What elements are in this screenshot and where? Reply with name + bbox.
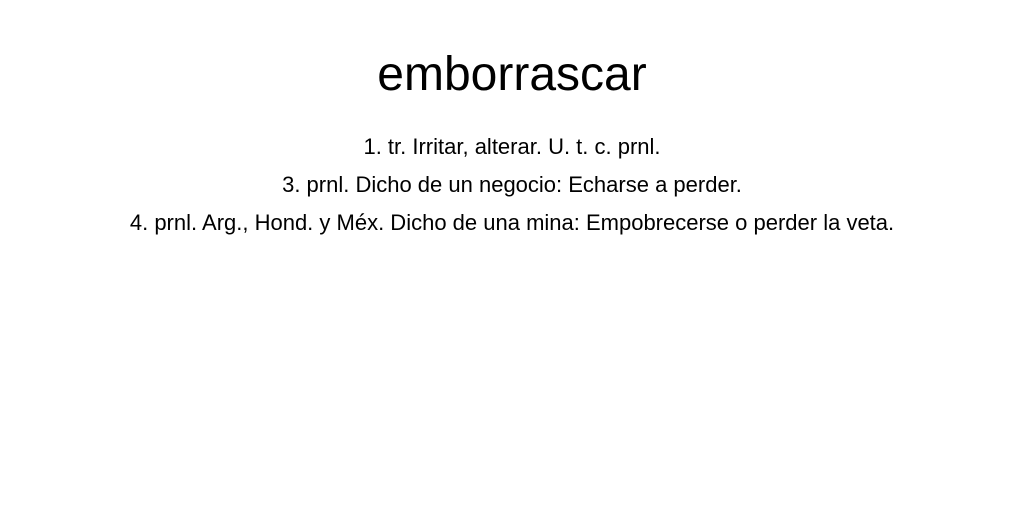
headword: emborrascar [377,48,647,101]
definition-list [0,128,1024,242]
definition-1: 1. tr. Irritar, alterar. U. t. c. prnl. [363,134,661,159]
definition-4: 4. prnl. Arg., Hond. y Méx. Dicho de una mina: Empobrecerse o perder la veta. [129,210,895,235]
definition-3: 3. prnl. Dicho de un negocio: Echarse a perder. [282,172,742,197]
